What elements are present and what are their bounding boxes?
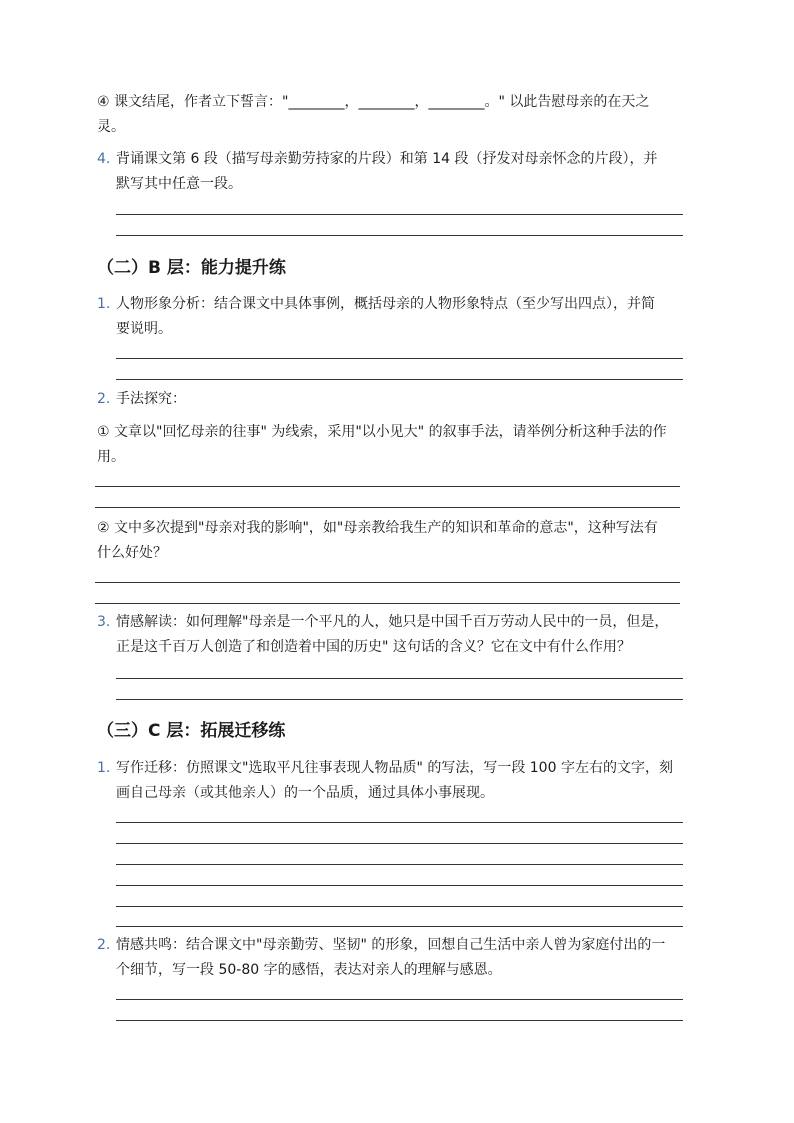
answer-line: [116, 678, 683, 679]
section-heading-b: （二）B 层：能力提升练: [97, 258, 286, 278]
question-number: 1.: [97, 296, 111, 312]
answer-line: [95, 507, 680, 508]
a-q4-line2: 默写其中任意一段。: [116, 176, 242, 192]
answer-line: [116, 699, 683, 700]
question-number: 4.: [97, 151, 111, 167]
answer-line: [116, 822, 683, 823]
a-q4-line1: 背诵课文第 6 段（描写母亲勤劳持家的片段）和第 14 段（抒发对母亲怀念的片段），并: [116, 151, 658, 167]
b-q2-text: 手法探究：: [116, 391, 186, 407]
q4-item-line2: 灵。: [97, 119, 125, 135]
b-q3-line1: 情感解读：如何理解"母亲是一个平凡的人，她只是中国千百万劳动人民中的一员，但是，: [116, 614, 669, 630]
q4-item-text: 课文结尾，作者立下誓言："________，________，________。" 以此告慰母亲的在天之: [114, 94, 650, 110]
b-q2-sub1-text: 文章以"回忆母亲的往事" 为线索，采用"以小见大" 的叙事手法，请举例分析这种手法的作: [114, 424, 667, 440]
b-q2-sub2-line2: 什么好处？: [97, 545, 167, 561]
b-q2-sub1-line2: 用。: [97, 449, 125, 465]
question-number: 3.: [97, 614, 111, 630]
question-number: 2.: [97, 937, 111, 953]
answer-line: [116, 358, 683, 359]
b-q1-line1: 人物形象分析：结合课文中具体事例，概括母亲的人物形象特点（至少写出四点），并简: [116, 296, 655, 312]
answer-line: [116, 864, 683, 865]
c-q2-line1: 情感共鸣：结合课文中"母亲勤劳、坚韧" 的形象，回想自己生活中亲人曾为家庭付出的一: [116, 937, 666, 953]
b-q1-line2: 要说明。: [116, 321, 172, 337]
q4-item-line1: [97, 90, 649, 115]
c-q2-line2: 个细节，写一段 50-80 字的感悟，表达对亲人的理解与感恩。: [116, 962, 502, 978]
answer-line: [116, 885, 683, 886]
b-q2-sub2-line1: [97, 516, 658, 541]
answer-line: [116, 843, 683, 844]
answer-line: [116, 926, 683, 927]
b-q3-line2: 正是这千百万人创造了和创造着中国的历史" 这句话的含义？它在文中有什么作用？: [116, 639, 631, 655]
circled-marker: ②: [97, 520, 110, 536]
section-heading-c: （三）C 层：拓展迁移练: [97, 721, 286, 741]
answer-line: [95, 486, 680, 487]
question-number: 2.: [97, 391, 111, 407]
answer-line: [116, 235, 683, 236]
answer-line: [95, 582, 680, 583]
b-q2-sub2-text: 文中多次提到"母亲对我的影响"，如"母亲教给我生产的知识和革命的意志"，这种写法有: [114, 520, 658, 536]
answer-line: [116, 1020, 683, 1021]
question-number: 1.: [97, 760, 111, 776]
answer-line: [116, 214, 683, 215]
c-q1-line1: 写作迁移：仿照课文"选取平凡往事表现人物品质" 的写法，写一段 100 字左右的文字，刻: [116, 760, 673, 776]
answer-line: [116, 906, 683, 907]
answer-line: [95, 603, 680, 604]
circled-marker: ④: [97, 94, 110, 110]
c-q1-line2: 画自己母亲（或其他亲人）的一个品质，通过具体小事展现。: [116, 785, 494, 801]
b-q2-sub1-line1: [97, 420, 667, 445]
circled-marker: ①: [97, 424, 110, 440]
answer-line: [116, 999, 683, 1000]
answer-line: [116, 379, 683, 380]
